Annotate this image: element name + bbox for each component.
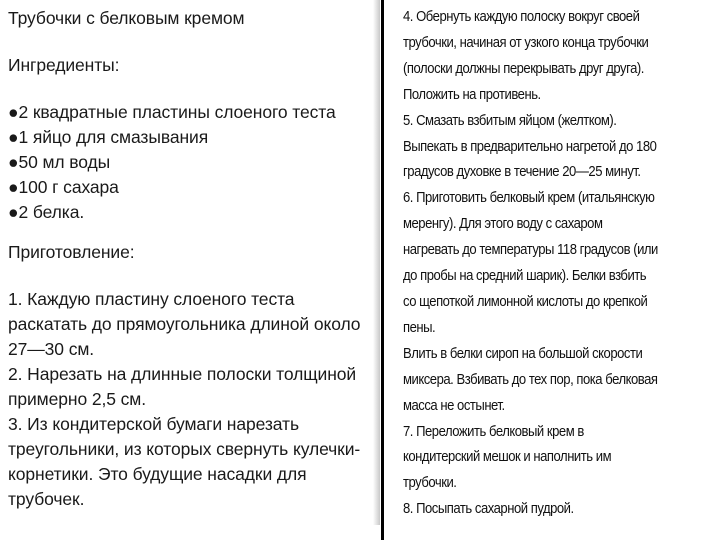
step-line: раскатать до прямоугольника длиной около: [8, 314, 361, 334]
column-divider: [381, 0, 384, 540]
step-line: 27—30 см.: [8, 339, 95, 359]
step-line: 7. Переложить белковый крем в: [403, 422, 584, 440]
step-line: треугольники, из которых свернуть кулечки-: [8, 439, 361, 459]
page-shadow: [373, 0, 380, 525]
step-line: 3. Из кондитерской бумаги нарезать: [8, 414, 299, 434]
step-line: Выпекать в предварительно нагретой до 180: [403, 137, 657, 155]
step-line: Влить в белки сироп на большой скорости: [403, 344, 643, 362]
ingredients-list: [8, 100, 380, 225]
step-line: 5. Смазать взбитым яйцом (желтком).: [403, 111, 617, 129]
left-column-text: [8, 6, 380, 512]
step-line: Положить на противень.: [403, 85, 541, 103]
right-column: [403, 4, 720, 522]
step-line: масса не остынет.: [403, 396, 505, 414]
step-line: 1. Каждую пластину слоеного теста: [8, 289, 295, 309]
step-line: 8. Посыпать сахарной пудрой.: [403, 500, 574, 518]
step-line: до пробы на средний шарик). Белки взбить: [403, 267, 647, 285]
step-line: 2. Нарезать на длинные полоски толщиной: [8, 364, 357, 384]
step-line: примерно 2,5 см.: [8, 389, 146, 409]
step-line: трубочки, начиная от узкого конца трубочки: [403, 33, 649, 51]
ingredient-item: ●2 белка.: [8, 202, 85, 222]
ingredients-heading: Ингредиенты:: [8, 55, 120, 75]
ingredient-item: ●1 яйцо для смазывания: [8, 127, 209, 147]
step-line: со щепоткой лимонной кислоты до крепкой: [403, 292, 648, 310]
step-line: (полоски должны перекрывать друг друга).: [403, 59, 644, 77]
step-line: меренгу). Для этого воду с сахаром: [403, 215, 603, 233]
step-line: градусов духовке в течение 20—25 минут.: [403, 163, 641, 181]
ingredient-item: ●100 г сахара: [8, 177, 119, 197]
ingredient-item: ●2 квадратные пластины слоеного теста: [8, 102, 336, 122]
step-line: миксера. Взбивать до тех пор, пока белковая: [403, 370, 658, 388]
ingredient-item: ●50 мл воды: [8, 152, 111, 172]
recipe-title: Трубочки с белковым кремом: [8, 8, 245, 28]
steps-left-list: [8, 287, 380, 512]
step-line: трубочки.: [403, 474, 457, 492]
step-line: 4. Обернуть каждую полоску вокруг своей: [403, 8, 640, 25]
step-line: нагревать до температуры 118 градусов (или: [403, 241, 658, 259]
preparation-heading: Приготовление:: [8, 242, 135, 262]
step-line: кондитерский мешок и наполнить им: [403, 448, 612, 466]
step-line: корнетики. Это будущие насадки для: [8, 464, 307, 484]
step-line: трубочек.: [8, 489, 85, 509]
step-line: пены.: [403, 318, 436, 336]
step-line: 6. Приготовить белковый крем (итальянскую: [403, 189, 655, 207]
